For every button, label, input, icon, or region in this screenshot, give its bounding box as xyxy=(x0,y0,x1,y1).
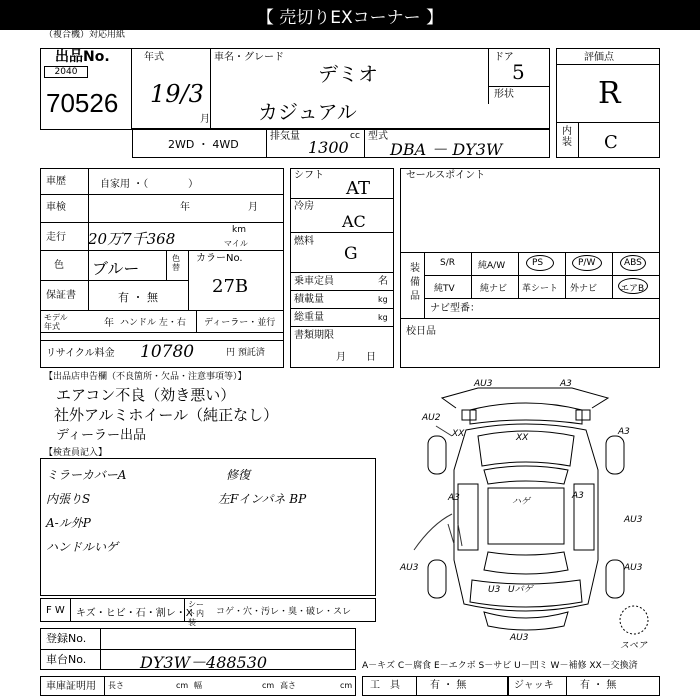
header-banner: 【 売切りEXコーナー 】 xyxy=(0,0,700,30)
notes-label: 【出品店申告欄（不良箇所・欠品・注意事項等）】 xyxy=(44,372,247,382)
interior-label: 内装 xyxy=(562,126,572,148)
navi-model-label: ナビ型番： xyxy=(430,303,480,314)
fw-value: キズ・ヒビ・石・割レ・X xyxy=(76,608,193,619)
fuel-value: G xyxy=(344,244,358,264)
damage-mark: AU3 xyxy=(510,633,529,643)
note-line-1: エアコン不良（効き悪い） xyxy=(56,386,236,404)
wheel-front-left xyxy=(428,436,446,474)
shift-label: シフト xyxy=(294,170,324,181)
reg-label: 登録No. xyxy=(46,632,87,645)
grade-score: R xyxy=(598,76,621,111)
tool-value: 有 ・ 無 xyxy=(430,680,467,691)
lot-label: 出品No. xyxy=(55,49,110,65)
equip-leather: 革シート xyxy=(522,284,559,294)
note-line-3: ディーラー出品 xyxy=(56,428,146,443)
mileage-value: 20万7千368 xyxy=(88,230,176,248)
mileage-unit-km: km xyxy=(232,225,246,235)
history-section xyxy=(40,168,284,368)
displacement-value: 1300 xyxy=(308,138,349,157)
grade-label: 評価点 xyxy=(584,52,614,63)
roof-outline xyxy=(442,388,608,408)
lot-small-number: 2040 xyxy=(44,66,88,78)
equip-label: 装備品 xyxy=(410,263,420,302)
color-label: 色 xyxy=(54,260,64,271)
damage-mark: AU3 xyxy=(624,563,643,573)
mileage-unit-mile: マイル xyxy=(224,239,248,248)
cert-length-label: 長さ xyxy=(108,681,124,690)
recycle-label: リサイクル料金 xyxy=(46,348,115,359)
equip-ps-circle xyxy=(526,255,554,271)
equip-grid xyxy=(424,252,660,298)
model-year-label: モデル年式 xyxy=(44,313,68,331)
color-no-label: カラーNo. xyxy=(196,253,243,264)
drive-type: 2WD ・ 4WD xyxy=(168,138,239,151)
equip-pw: P/W xyxy=(578,258,596,268)
inspector-label: 【検査員記入】 xyxy=(44,448,108,458)
fw-label: F W xyxy=(46,605,65,616)
year-value: 19/3 xyxy=(150,80,204,108)
door-label: ドア xyxy=(494,52,514,63)
handle-label: ハンドル 左・右 xyxy=(120,318,186,328)
lot-number: 70526 xyxy=(46,88,119,118)
damage-mark: ハゲ xyxy=(512,497,531,507)
damage-mark: AU3 xyxy=(400,563,419,573)
chassis-value: DY3W－488530 xyxy=(140,653,268,672)
color-value: ブルー xyxy=(92,259,140,278)
mileage-label: 走行 xyxy=(46,232,66,243)
ac-value: AC xyxy=(342,212,366,231)
equip-airbag: エアB xyxy=(620,284,645,294)
recycle-value: 10780 xyxy=(140,342,195,362)
damage-mark: A3 xyxy=(618,427,630,437)
damage-mark: AU3 xyxy=(624,515,643,525)
shift-value: AT xyxy=(346,178,371,199)
year-label: 年式 xyxy=(144,52,164,63)
color-change-label: 色替 xyxy=(172,254,180,272)
damage-mark: XX xyxy=(452,429,465,439)
ac-label: 冷房 xyxy=(294,201,314,212)
displacement-label: 排気量 xyxy=(270,131,300,142)
warranty-label: 保証書 xyxy=(46,290,76,301)
equip-tv: 純TV xyxy=(434,284,455,294)
expiry-unit: 月 日 xyxy=(336,352,376,363)
damage-mark: AU2 xyxy=(422,413,441,423)
equip-pw-circle xyxy=(572,255,602,271)
cert-label: 車庫証明用 xyxy=(46,681,96,692)
weight-label: 総重量 xyxy=(294,312,324,323)
seat-label: シート内装 xyxy=(188,600,204,627)
car-name-label: 車名・グレード xyxy=(214,52,284,63)
model-year-unit: 年 xyxy=(104,318,114,329)
color-no-value: 27B xyxy=(212,276,249,297)
left-mirror xyxy=(462,410,476,420)
seat-value: コゲ・穴・汚レ・臭・破レ・スレ xyxy=(216,607,352,617)
interior-score: C xyxy=(604,132,618,153)
load-label: 積載量 xyxy=(294,294,324,305)
expiry-label: 書類期限 xyxy=(294,330,334,341)
inspector-note-5: 修復 xyxy=(226,468,251,482)
inspection-label: 車検 xyxy=(46,202,66,213)
equip-ext-navi: 外ナビ xyxy=(570,284,598,294)
recycle-unit: 円 預託済 xyxy=(226,348,265,358)
note-line-2: 社外アルミホイール（純正なし） xyxy=(54,406,279,424)
dealer-label: ディーラー・並行 xyxy=(204,318,276,328)
damage-mark: A3 xyxy=(448,493,460,503)
car-damage-diagram xyxy=(392,374,660,658)
wheel-front-right xyxy=(606,436,624,474)
car-grade: カジュアル xyxy=(258,100,357,124)
warranty-value: 有 ・ 無 xyxy=(118,291,158,304)
model-value: DBA － DY3W xyxy=(390,140,503,159)
arrival-label: 校日品 xyxy=(406,326,436,337)
inspector-note-2: 内張りS xyxy=(46,492,91,506)
spare-tire-circle xyxy=(620,606,648,634)
inspector-note-3: A-ル外P xyxy=(46,516,91,530)
cert-width-label: 幅 xyxy=(194,681,202,690)
damage-mark: U3 xyxy=(488,585,501,595)
inspection-year: 年 xyxy=(180,202,190,213)
inspector-note-4: ハンドルいゲ xyxy=(46,540,119,554)
damage-mark: A3 xyxy=(560,379,572,389)
damage-mark: AU3 xyxy=(474,379,493,389)
year-unit: 月 xyxy=(200,114,210,125)
car-body xyxy=(454,424,598,611)
damage-legend: A－キズ C－腐食 E－エクボ S－サビ U－凹ミ W－補修 XX－交換済 xyxy=(362,661,638,671)
history-label: 車歴 xyxy=(46,176,66,187)
jack-value: 有 ・ 無 xyxy=(580,680,617,691)
sales-point-label: セールスポイント xyxy=(406,170,486,181)
rear-window xyxy=(484,552,568,574)
inspector-note-6: 左Fインパネ BP xyxy=(218,492,307,506)
windshield xyxy=(484,466,568,484)
inspector-note-1: ミラーカバーA xyxy=(46,468,127,482)
equip-abs: ABS xyxy=(624,258,642,268)
damage-mark: Uバゲ xyxy=(508,585,533,595)
equip-ps: PS xyxy=(532,258,544,268)
damage-mark: A3 xyxy=(572,491,584,501)
cert-width-unit: cm xyxy=(262,681,275,690)
inspection-month: 月 xyxy=(248,202,258,213)
displacement-unit: cc xyxy=(350,131,360,141)
rear-bumper xyxy=(484,612,568,630)
model-label: 型式 xyxy=(368,131,388,142)
capacity-unit: 名 xyxy=(378,276,388,287)
capacity-label: 乗車定員 xyxy=(294,276,334,287)
wheel-rear-right xyxy=(606,560,624,598)
spare-label: スペア xyxy=(620,641,648,651)
tool-label: 工 具 xyxy=(370,680,400,691)
cert-height-label: 高さ xyxy=(280,681,296,690)
wheel-rear-left xyxy=(428,560,446,598)
equip-sr: S/R xyxy=(440,258,455,268)
cert-height-unit: cm xyxy=(340,681,353,690)
equip-alloy: 純A/W xyxy=(478,261,506,271)
fuel-label: 燃料 xyxy=(294,236,314,247)
equip-navi: 純ナビ xyxy=(480,284,508,294)
right-mirror xyxy=(576,410,590,420)
history-value: 自家用 ・（ ） xyxy=(100,179,199,190)
equip-airbag-circle xyxy=(618,278,648,294)
form-subtitle: （複合機）対応用紙 xyxy=(44,30,126,40)
equip-abs-circle xyxy=(620,255,646,271)
car-name: デミオ xyxy=(318,62,378,86)
door-value: 5 xyxy=(512,60,525,84)
chassis-label: 車台No. xyxy=(46,653,87,666)
load-unit: kg xyxy=(378,295,388,304)
cert-length-unit: cm xyxy=(176,681,189,690)
damage-mark: XX xyxy=(516,433,529,443)
front-bumper xyxy=(470,403,582,424)
shape-label: 形状 xyxy=(494,89,514,100)
jack-label: ジャッキ xyxy=(514,680,554,691)
weight-unit: kg xyxy=(378,313,388,322)
